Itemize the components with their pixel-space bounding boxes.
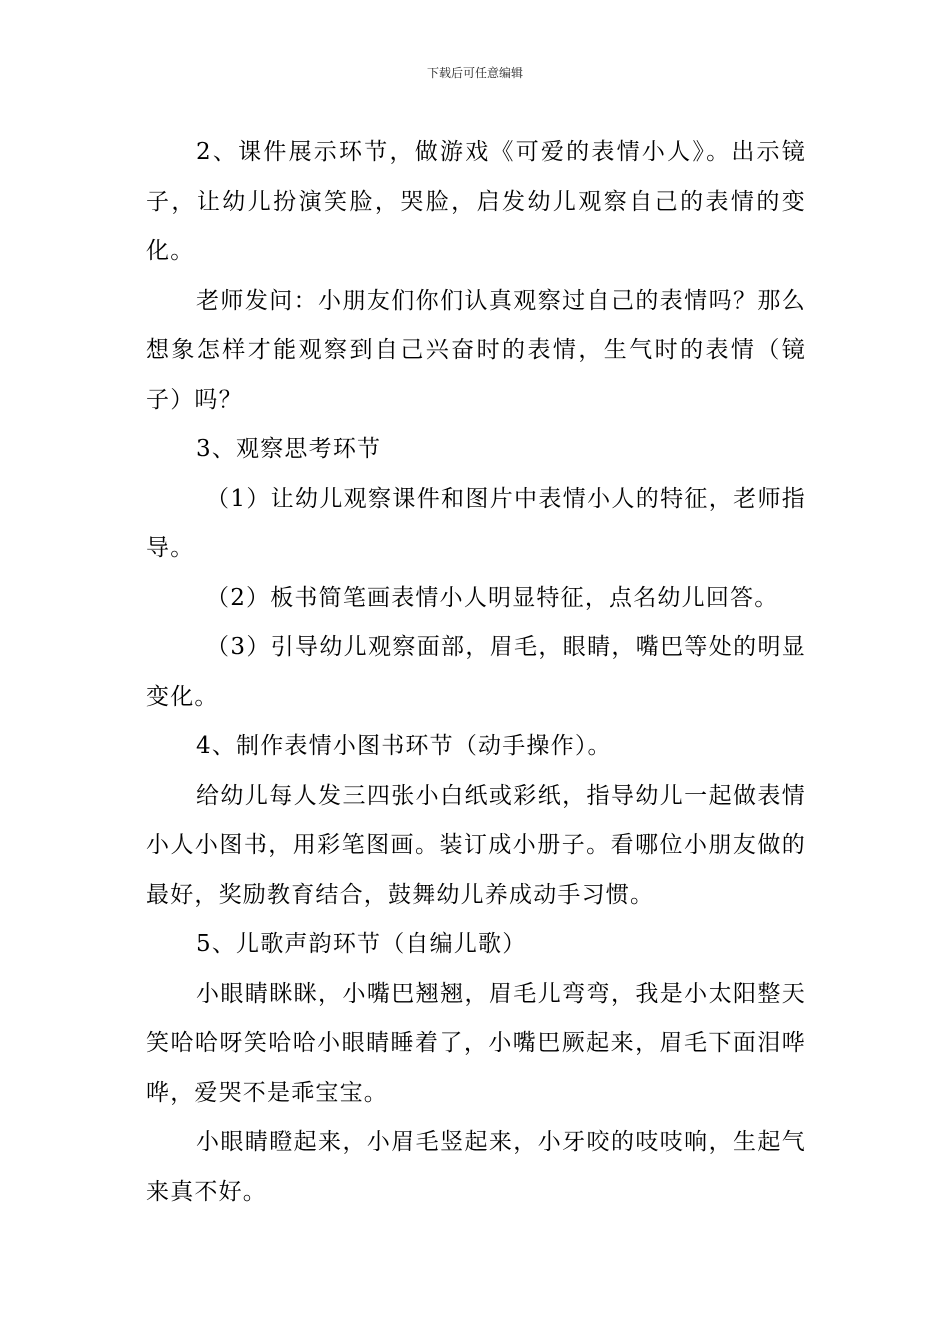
heading-nursery-rhyme: 5、儿歌声韵环节（自编儿歌） [196, 931, 527, 957]
paragraph-rhyme-verse-1: 小眼睛眯眯，小嘴巴翘翘，眉毛儿弯弯，我是小太阳整天笑哈哈呀笑哈哈小眼睛睡着了，小嘴巴厥起来，眉毛下面泪哗哗，爱哭不是乖宝宝。 [146, 980, 806, 1106]
paragraph-make-book: 给幼儿每人发三四张小白纸或彩纸，指导幼儿一起做表情小人小图书，用彩笔图画。装订成小册子。看哪位小朋友做的最好，奖励教育结合，鼓舞幼儿养成动手习惯。 [146, 782, 806, 908]
paragraph-teacher-question: 老师发问：小朋友们你们认真观察过自己的表情吗？那么想象怎样才能观察到自己兴奋时的表情，生气时的表情（镜子）吗？ [146, 287, 806, 413]
paragraph-step-2: （2）板书简笔画表情小人明显特征，点名幼儿回答。 [206, 584, 779, 611]
page-header: 下载后可任意编辑 [426, 66, 523, 80]
paragraph-step-3: （3）引导幼儿观察面部，眉毛，眼睛，嘴巴等处的明显变化。 [146, 634, 806, 710]
document-body [146, 128, 806, 1217]
paragraph-rhyme-verse-2: 小眼睛瞪起来，小眉毛竖起来，小牙咬的吱吱响，生起气来真不好。 [146, 1129, 806, 1205]
heading-observe-think: 3、观察思考环节 [196, 436, 382, 462]
heading-make-book: 4、制作表情小图书环节（动手操作）。 [196, 733, 612, 759]
paragraph-courseware: 2、课件展示环节，做游戏《可爱的表情小人》。出示镜子，让幼儿扮演笑脸，哭脸，启发幼儿观察自己的表情的变化。 [146, 139, 806, 264]
paragraph-step-1: （1）让幼儿观察课件和图片中表情小人的特征，老师指导。 [146, 485, 806, 561]
